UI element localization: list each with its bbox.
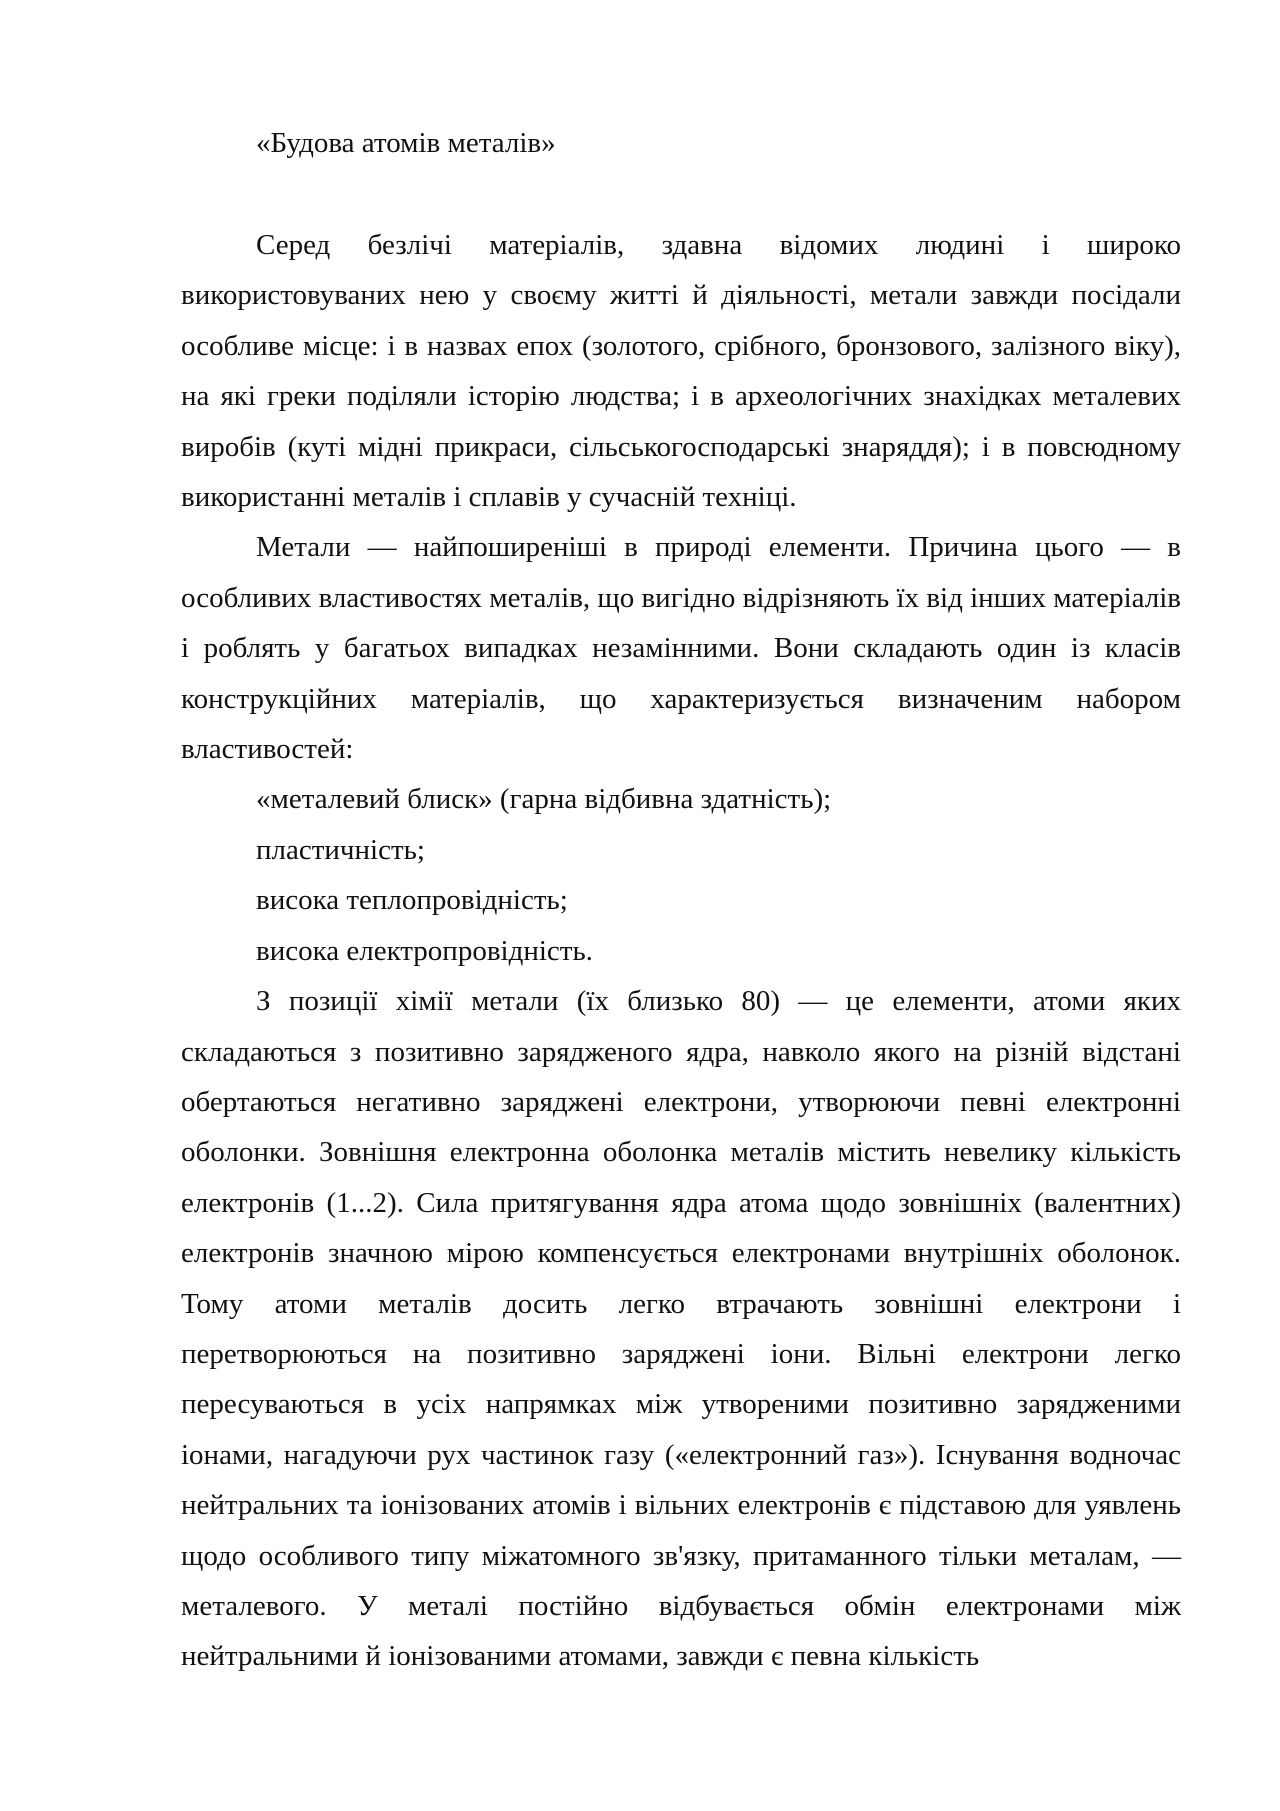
- paragraph-chemistry: З позиції хімії метали (їх близько 80) — це елементи, атоми яких складаються з позитивно зарядженого ядра, навколо якого на різній відстані обертаються негативно заряджені електрони, утворюючи певні електронні оболонки. Зовнішня електронна оболонка металів містить невелику кількість електронів (1...2). Сила притягування ядра атома щодо зовнішніх (валентних) електронів значною мірою компенсується електронами внутрішніх оболонок. Тому атоми металів досить легко втрачають зовнішні електрони і перетворюються на позитивно заряджені іони. Вільні електрони легко пересуваються в усіх напрямках між утвореними позитивно зарядженими іонами, нагадуючи рух частинок газу («електронний газ»). Існування водночас нейтральних та іонізованих атомів і вільних електронів є підставою для уявлень щодо особливого типу міжатомного зв'язку, притаманного тільки металам, — металевого. У металі постійно відбувається обмін електронами між нейтральними й іонізованими атомами, завжди є певна кількість: [181, 985, 1181, 1673]
- properties-list: [181, 774, 1181, 976]
- list-item: пластичність;: [256, 833, 425, 866]
- document-title: «Будова атомів металів»: [256, 127, 556, 159]
- paragraph-intro: Серед безлічі матеріалів, здавна відомих людині і широко використовуваних нею у своєму житті й діяльності, метали завжди посідали особливе місце: і в назвах епох (золотого, срібного, бронзового, залізного віку), на які греки поділяли історію людства; і в археологічних знахідках металевих виробів (куті мідні прикраси, сільськогосподарські знаряддя); і в повсюдному використанні металів і сплавів у сучасній техніці.: [181, 229, 1181, 514]
- list-item: висока електропровідність.: [256, 934, 593, 967]
- document-body: [181, 118, 1181, 1682]
- paragraph-metals-properties: Метали — найпоширеніші в природі елементи. Причина цього — в особливих властивостях металів, що вигідно відрізняють їх від інших матеріалів і роблять у багатьох випадках незамінними. Вони складають один із класів конструкційних матеріалів, що характеризується визначеним набором властивостей:: [181, 531, 1181, 766]
- list-item: висока теплопровідність;: [256, 884, 568, 917]
- list-item: «металевий блиск» (гарна відбивна здатність);: [256, 783, 832, 816]
